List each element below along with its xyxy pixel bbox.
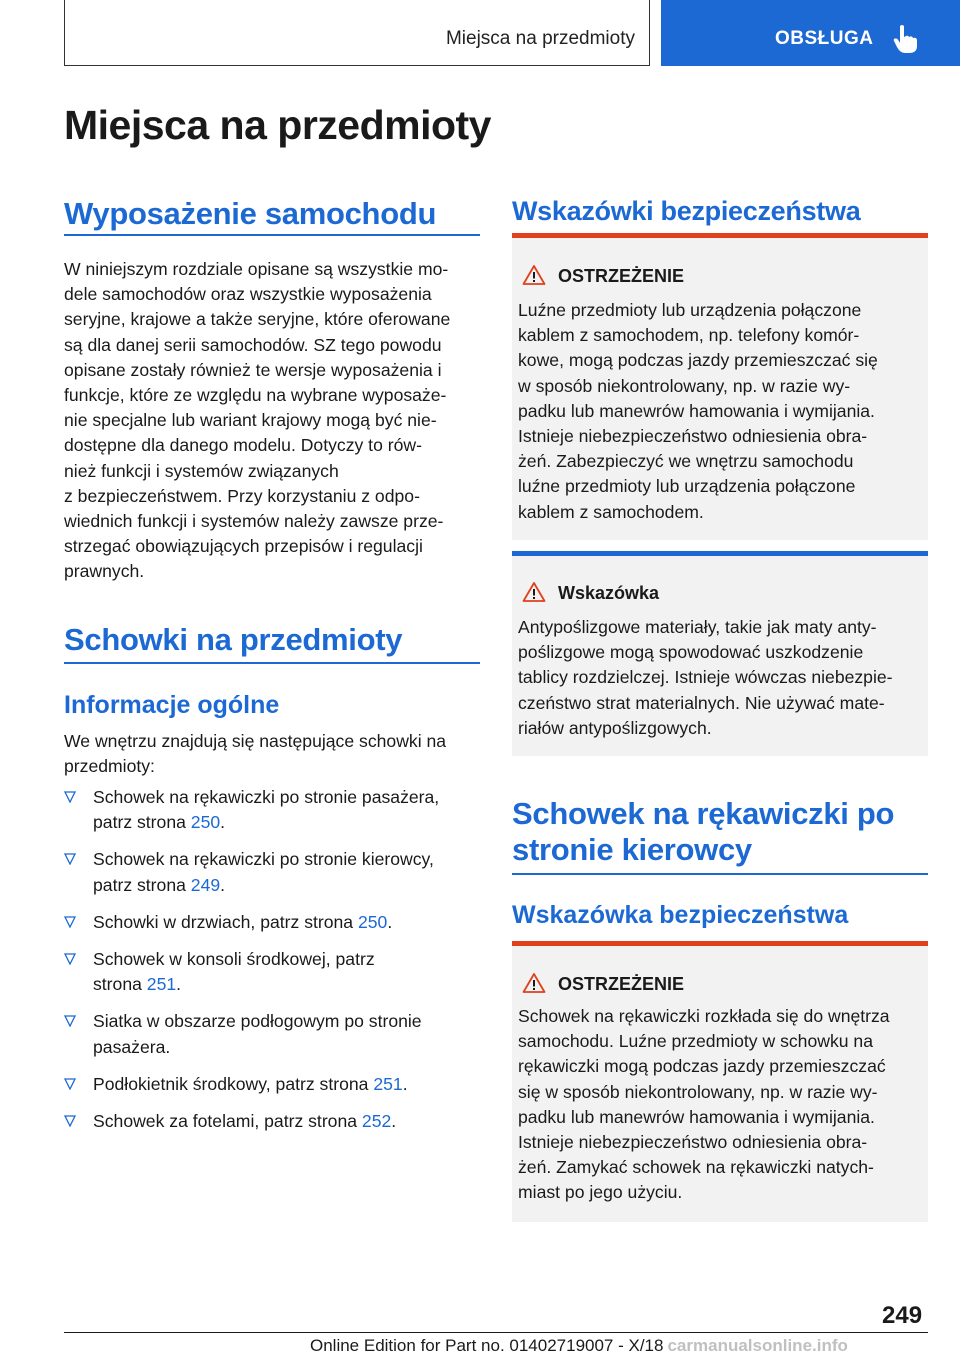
note-box [512,551,928,756]
storage-intro: We wnętrzu znajdują się następujące schowki na przedmioty: [64,731,447,777]
list-item: Podłokietnik środkowy, patrz strona 251. [64,1072,480,1097]
section-divider [64,662,480,664]
equipment-paragraph: W niniejszym rozdziale opisane są wszystkie mo- dele samochodów oraz wszystkie wyposażenia seryjne, krajowe a także seryjne, które oferowane są dla danej serii samochodów. SZ tego powodu opisane zostały również te wersje wyposażenia i funkcje, które ze względu na wybrane wyposaże- nie specjalne lub wariant krajowy mogą być nie- dostępne dla danego modelu. Dotyczy to rów- nież funkcji i systemów związanych z bezpieczeństwem. Przy korzystaniu z odpo- wiednich funkcji i systemów należy zawsze prze- strzegać obowiązujących przepisów i regulacji prawnych. [64,259,451,582]
storage-list [64,785,480,1146]
triangle-bullet-icon [64,953,76,965]
section-divider [512,873,928,875]
section-title-glovebox: Schowek na rękawiczki po stronie kierowcy [512,796,895,867]
warning-box [512,233,928,540]
warning-box [512,941,928,1222]
subsection-title-general: Informacje ogólne [64,691,280,719]
section-title-equipment: Wyposażenie samochodu [64,196,437,231]
page-link[interactable]: 250 [190,812,221,833]
triangle-bullet-icon [64,916,76,928]
warning-heading: OSTRZEŻENIE [558,974,685,994]
warning-heading: OSTRZEŻENIE [558,266,685,286]
pointing-hand-icon [893,24,919,54]
triangle-bullet-icon [64,791,76,803]
section-title-storage: Schowki na przedmioty [64,622,403,657]
list-item: Schowek na rękawiczki po stronie kierowcy, patrz strona 249. [64,847,480,897]
page-link[interactable]: 252 [361,1111,392,1132]
header-section-title: Miejsca na przedmioty [445,28,635,49]
triangle-bullet-icon [64,1078,76,1090]
list-item: Schowek za fotelami, patrz strona 252. [64,1109,480,1134]
section-title-safety: Wskazówki bezpieczeństwa [512,196,861,226]
footer-edition: Online Edition for Part no. 01402719007 - X/18 carmanualsonline.info [310,1336,848,1355]
footer-divider [64,1332,928,1333]
list-item: Schowek w konsoli środkowej, patrz strona 251. [64,947,480,997]
page-number: 249 [882,1302,923,1329]
page-link[interactable]: 251 [373,1073,403,1094]
triangle-bullet-icon [64,1015,76,1027]
page-link[interactable]: 249 [190,874,221,895]
list-item: Schowek na rękawiczki po stronie pasażera, patrz strona 250. [64,785,480,835]
header-chapter-label: OBSŁUGA [775,28,874,49]
warning-text: Schowek na rękawiczki rozkłada się do wnętrza samochodu. Luźne przedmioty w schowku na rękawiczki mogą podczas jazdy przemieszczać się w sposób niekontrolowany, np. w razie wy- padku lub manewrów hamowania i wymijania. Istnieje niebezpieczeństwo odniesienia obra- żeń. Zamykać schowek na rękawiczki natych- miast po jego użyciu. [518,1006,890,1203]
list-item: Schowki w drzwiach, patrz strona 250. [64,910,480,935]
header-section-tab [64,0,650,66]
page-link[interactable]: 250 [357,911,388,932]
warning-triangle-icon [522,264,546,286]
list-item: Siatka w obszarze podłogowym po stronie pasażera. [64,1009,480,1059]
warning-triangle-icon [522,581,546,603]
header-chapter-tab [661,0,960,66]
note-heading: Wskazówka [558,583,660,603]
warning-triangle-icon [522,972,546,994]
triangle-bullet-icon [64,1115,76,1127]
page-link[interactable]: 251 [146,974,177,995]
section-divider [64,234,480,236]
triangle-bullet-icon [64,853,76,865]
note-text: Antypoślizgowe materiały, takie jak maty anty- poślizgowe mogą spowodować uszkodzenie tablicy rozdzielczej. Istnieje wówczas niebezpie- czeństwo strat materialnych. Nie używać mate- riałów antypoślizgowych. [518,617,893,738]
page-title: Miejsca na przedmioty [64,102,491,148]
watermark: carmanualsonline.info [667,1336,848,1355]
warning-text: Luźne przedmioty lub urządzenia połączone kablem z samochodem, np. telefony komór- kowe, mogą podczas jazdy przemieszczać się w sposób niekontrolowany, np. w razie wy- padku lub manewrów hamowania i wymijania. Istnieje niebezpieczeństwo odniesienia obra- żeń. Zabezpieczyć we wnętrzu samochodu luźne przedmioty lub urządzenia połączone kablem z samochodem. [518,300,878,522]
subsection-title-safety-note: Wskazówka bezpieczeństwa [512,901,849,929]
